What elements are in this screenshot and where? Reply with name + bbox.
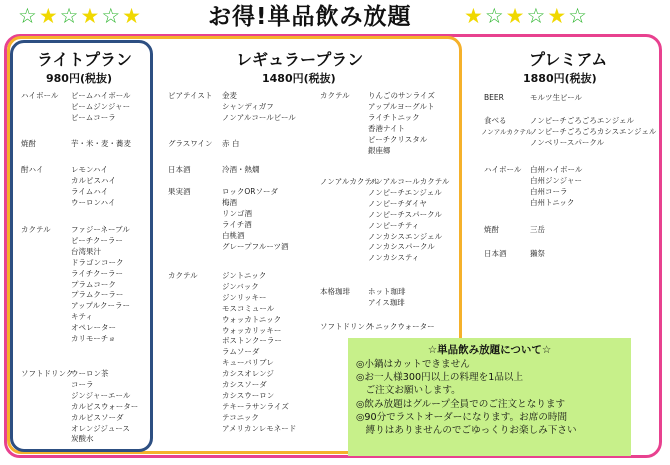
menu-item: ノンベリースパークル xyxy=(530,137,605,147)
menu-item: 芋・米・麦・蕎麦 xyxy=(71,139,131,148)
category-label: 日本酒 xyxy=(484,249,507,258)
star-icon: ★ xyxy=(122,4,143,28)
menu-item: ライチトニック xyxy=(368,112,420,122)
stars-right xyxy=(464,3,589,29)
star-icon: ★ xyxy=(505,4,527,28)
category-label: カクテル xyxy=(320,91,350,100)
menu-item: 冷酒・熱燗 xyxy=(222,165,260,174)
menu-item: ピーチクリスタル xyxy=(368,134,428,144)
light-plan-title: ライトプラン xyxy=(37,50,133,69)
category-label: グラスワイン xyxy=(168,139,213,148)
menu-item: レモンハイ xyxy=(71,165,108,174)
menu-item: プラムコーク xyxy=(71,279,116,289)
item-list xyxy=(222,271,296,435)
category-label: 本格珈琲 xyxy=(320,287,350,296)
item-list xyxy=(222,91,296,124)
star-icon: ★ xyxy=(80,4,102,28)
item-list xyxy=(71,91,131,124)
menu-item: ノンピーチダイヤ xyxy=(368,198,427,208)
premium-plan-title: プレミアム xyxy=(529,50,608,69)
menu-item: ジンリッキー xyxy=(222,292,267,302)
category-label: 日本酒 xyxy=(168,165,191,174)
notice-line: ◎飲み放題はグループ全員でのご注文となります xyxy=(356,398,566,410)
menu-item: ウーロンハイ xyxy=(71,197,116,207)
menu-item: カルピスハイ xyxy=(71,175,116,185)
menu-item: カルピスソーダ xyxy=(71,412,124,422)
menu-item: 白州コーラ xyxy=(530,186,568,196)
item-list xyxy=(530,93,582,104)
menu-item: 獺祭 xyxy=(530,249,545,258)
menu-item: 金麦 xyxy=(222,91,237,100)
menu-item: 白州ジンジャー xyxy=(530,175,582,185)
menu-item: ビームジンジャー xyxy=(71,101,131,111)
menu-item: コーラ xyxy=(71,379,94,389)
category-label: ソフトドリンク xyxy=(21,369,74,378)
menu-item: ラムソーダ xyxy=(222,347,260,357)
category-label: ソフトドリンク xyxy=(320,322,373,331)
menu-item: ウォッカトニック xyxy=(222,314,282,324)
category-label: 焼酎 xyxy=(484,225,499,234)
menu-item: ライチクーラー xyxy=(71,268,123,278)
menu-item: 台湾果汁 xyxy=(71,246,101,256)
menu-item: グレープフルーツ酒 xyxy=(222,241,289,251)
item-list xyxy=(71,165,116,209)
category-label: ハイボール xyxy=(484,165,522,174)
menu-item: ノンピーチごろごろカシスエンジェル xyxy=(530,127,657,136)
star-icon: ☆ xyxy=(101,4,123,28)
menu-item: ノンカシスパークル xyxy=(368,242,435,252)
notice-title: ☆単品飲み放題について☆ xyxy=(427,344,552,356)
menu-item: 梅酒 xyxy=(222,197,237,207)
menu-item: ジンジャーエール xyxy=(71,390,131,400)
item-list xyxy=(71,369,138,445)
menu-item: カシスオレンジ xyxy=(222,369,274,379)
item-list xyxy=(368,177,449,264)
notice-line: ◎お一人様300円以上の料理を1品以上 xyxy=(356,372,524,384)
item-list xyxy=(222,187,289,252)
category-label: カクテル xyxy=(168,271,198,280)
item-list xyxy=(222,139,239,150)
menu-item: 銀座郷 xyxy=(368,145,391,155)
menu-item: オレンジジュース xyxy=(71,423,130,433)
stars-left xyxy=(18,3,143,29)
star-icon: ☆ xyxy=(526,4,548,28)
category-label: ハイボール xyxy=(21,91,59,100)
menu-item: オペレーター xyxy=(71,323,116,333)
menu-item: ピーチクーラー xyxy=(71,235,123,245)
notice-line: ◎90分でラストオーダーになります。お席の時間 xyxy=(356,411,568,423)
menu-item: キューバリブレ xyxy=(222,358,274,368)
menu-item: 炭酸水 xyxy=(71,434,94,444)
item-list xyxy=(368,287,406,309)
notice-line: 縛りはありませんのでごゆっくりお楽しみ下さい xyxy=(356,425,577,437)
menu-item: ボストンクーラー xyxy=(222,336,282,346)
item-list xyxy=(530,116,634,127)
item-list xyxy=(222,165,260,176)
notice-line: ◎小鍋はカットできません xyxy=(356,359,470,370)
menu-item: ノンアルコールカクテル xyxy=(368,177,450,186)
menu-item: テコニック xyxy=(222,412,259,422)
category-label: カクテル xyxy=(21,225,51,234)
star-icon: ★ xyxy=(547,4,569,28)
menu-item: プラムクーラー xyxy=(71,290,124,300)
header xyxy=(0,0,670,34)
category-label: ビアテイスト xyxy=(168,91,213,100)
menu-item: ジンバック xyxy=(222,281,259,291)
category-label: 酎ハイ xyxy=(21,165,44,174)
menu-item: ホット珈琲 xyxy=(368,287,406,296)
item-list xyxy=(368,322,435,333)
menu-item: キティ xyxy=(71,312,93,322)
menu-item: ファジーネーブル xyxy=(71,225,130,234)
menu-item: ロックORソーダ xyxy=(222,187,278,196)
menu-item: 白桃酒 xyxy=(222,230,245,240)
menu-item: ウーロン茶 xyxy=(71,369,109,378)
menu-item: ノンピーチエンジェル xyxy=(368,187,442,197)
item-list xyxy=(71,139,131,150)
star-icon: ☆ xyxy=(484,4,506,28)
menu-item: ノンピーチティ xyxy=(368,220,420,230)
item-list xyxy=(530,127,656,149)
menu-item: ノンピーチスパークル xyxy=(368,209,442,219)
item-list xyxy=(530,225,545,236)
menu-item: テキーラサンライズ xyxy=(222,401,289,411)
star-icon: ☆ xyxy=(59,4,81,28)
menu-item: りんごのサンライズ xyxy=(368,91,435,100)
menu-item: ノンカシスティ xyxy=(368,253,420,263)
menu-item: 白州トニック xyxy=(530,197,575,207)
item-list xyxy=(530,249,545,260)
menu-item: ノンアルコールビール xyxy=(222,112,296,122)
menu-item: 香港ナイト xyxy=(368,123,405,133)
menu-item: アメリカンレモネード xyxy=(222,423,297,433)
category-label: 食べる xyxy=(484,116,507,125)
menu-item: 三岳 xyxy=(530,225,545,234)
regular-plan-title: レギュラープラン xyxy=(236,50,364,69)
item-list xyxy=(71,225,130,345)
menu-item: ウォッカリッキー xyxy=(222,325,282,335)
menu-item: モルツ生ビール xyxy=(530,93,583,102)
star-icon: ☆ xyxy=(18,4,39,28)
menu-item: トニックウォーター xyxy=(368,322,435,331)
category-label: ノンアルカクテル xyxy=(481,128,533,136)
menu-item: アップルヨーグルト xyxy=(368,101,435,111)
menu-item: ジントニック xyxy=(222,271,267,280)
menu-item: ビームコーラ xyxy=(71,112,116,122)
regular-plan-price: 1480円(税抜) xyxy=(262,72,336,85)
star-icon: ★ xyxy=(464,4,485,28)
menu-item: 白州ハイボール xyxy=(530,165,583,174)
notice-line: ご注文お願いします。 xyxy=(356,385,461,397)
menu-item: カシスウーロン xyxy=(222,390,275,400)
menu-item: アイス珈琲 xyxy=(368,297,405,307)
menu-item: シャンディガフ xyxy=(222,101,274,111)
page-title: お得!単品飲み放題 xyxy=(208,4,412,30)
menu-item: ビームハイボール xyxy=(71,91,131,100)
star-icon: ★ xyxy=(38,4,60,28)
menu-item: ノンカシスエンジェル xyxy=(368,231,443,241)
light-plan-price: 980円(税抜) xyxy=(46,72,113,85)
menu-item: カルピスウォーター xyxy=(71,401,139,411)
menu-item: リンゴ酒 xyxy=(222,208,252,218)
menu-item: ライムハイ xyxy=(71,186,109,196)
menu-item: ノンピーチごろごろエンジェル xyxy=(530,116,635,125)
item-list xyxy=(368,91,435,156)
menu-item: アップルクーラー xyxy=(71,301,131,311)
menu-item: カシスソーダ xyxy=(222,380,267,390)
category-label: 焼酎 xyxy=(21,139,36,148)
category-label: 果実酒 xyxy=(168,187,191,196)
category-label: ノンアルカクテル xyxy=(320,177,380,186)
menu-item: 赤 白 xyxy=(222,139,240,148)
premium-plan-price: 1880円(税抜) xyxy=(523,72,597,85)
notice-box xyxy=(348,338,631,456)
category-label: BEER xyxy=(484,93,504,102)
menu-item: モスコミュール xyxy=(222,303,275,313)
menu-item: カリモーチョ xyxy=(71,334,116,344)
item-list xyxy=(530,165,582,209)
menu-item: ドラゴンコーク xyxy=(71,257,124,267)
menu-item: ライチ酒 xyxy=(222,219,252,229)
notice-list xyxy=(356,358,623,437)
star-icon: ☆ xyxy=(568,4,589,28)
